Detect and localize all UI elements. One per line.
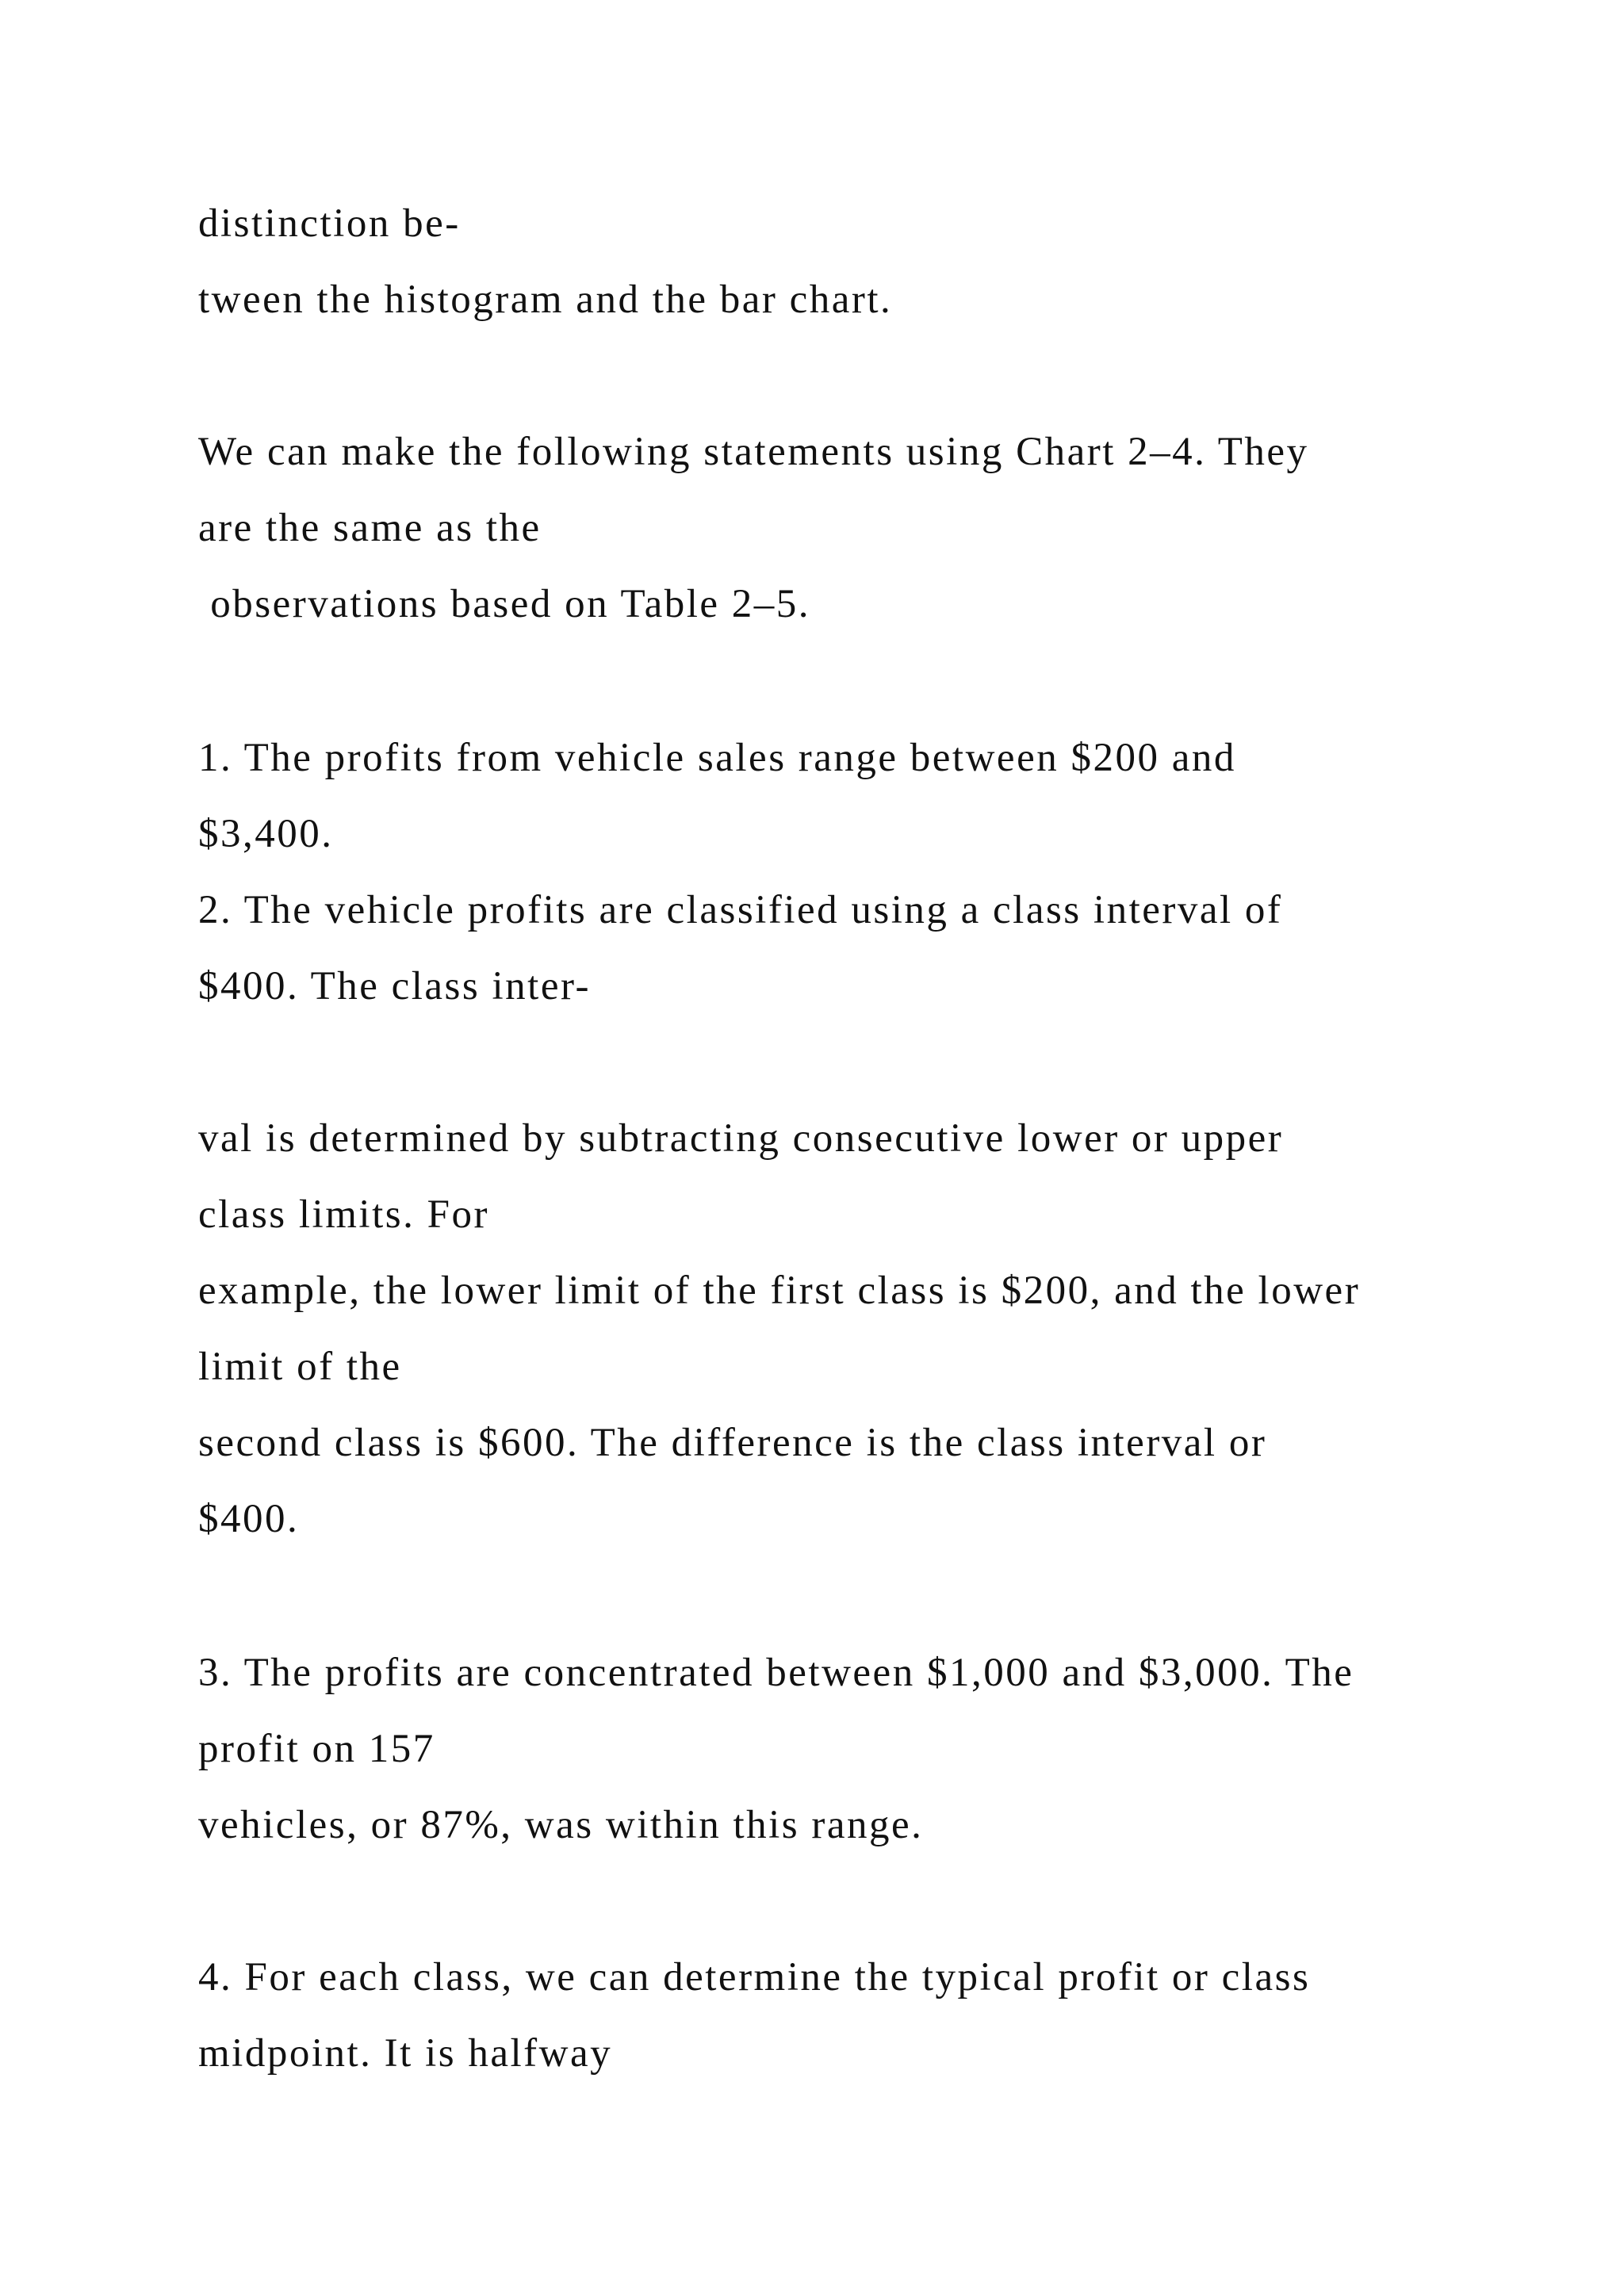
text-line: $400. The class inter- (198, 964, 591, 1008)
text-line: val is determined by subtracting consecutive lower or upper (198, 1116, 1284, 1161)
text-line: example, the lower limit of the first class is $200, and the lower (198, 1269, 1361, 1313)
text-line: vehicles, or 87%, was within this range. (198, 1803, 924, 1847)
text-line: 4. For each class, we can determine the typical profit or class (198, 1955, 1311, 1999)
text-line: 3. The profits are concentrated between $1,000 and $3,000. The (198, 1651, 1354, 1695)
text-line: profit on 157 (198, 1727, 435, 1771)
text-line: $400. (198, 1497, 300, 1541)
text-line: observations based on Table 2–5. (198, 582, 811, 626)
text-line: midpoint. It is halfway (198, 2031, 613, 2076)
text-line: distinction be- (198, 201, 461, 246)
text-line: class limits. For (198, 1192, 489, 1237)
text-line: are the same as the (198, 506, 542, 550)
text-line: tween the histogram and the bar chart. (198, 277, 893, 322)
text-line: second class is $600. The difference is the class interval or (198, 1421, 1267, 1465)
text-line: We can make the following statements using Chart 2–4. They (198, 430, 1309, 474)
text-line: limit of the (198, 1345, 402, 1389)
text-line: 2. The vehicle profits are classified using a class interval of (198, 888, 1283, 932)
text-line: $3,400. (198, 812, 334, 856)
text-line: 1. The profits from vehicle sales range between $200 and (198, 736, 1236, 780)
